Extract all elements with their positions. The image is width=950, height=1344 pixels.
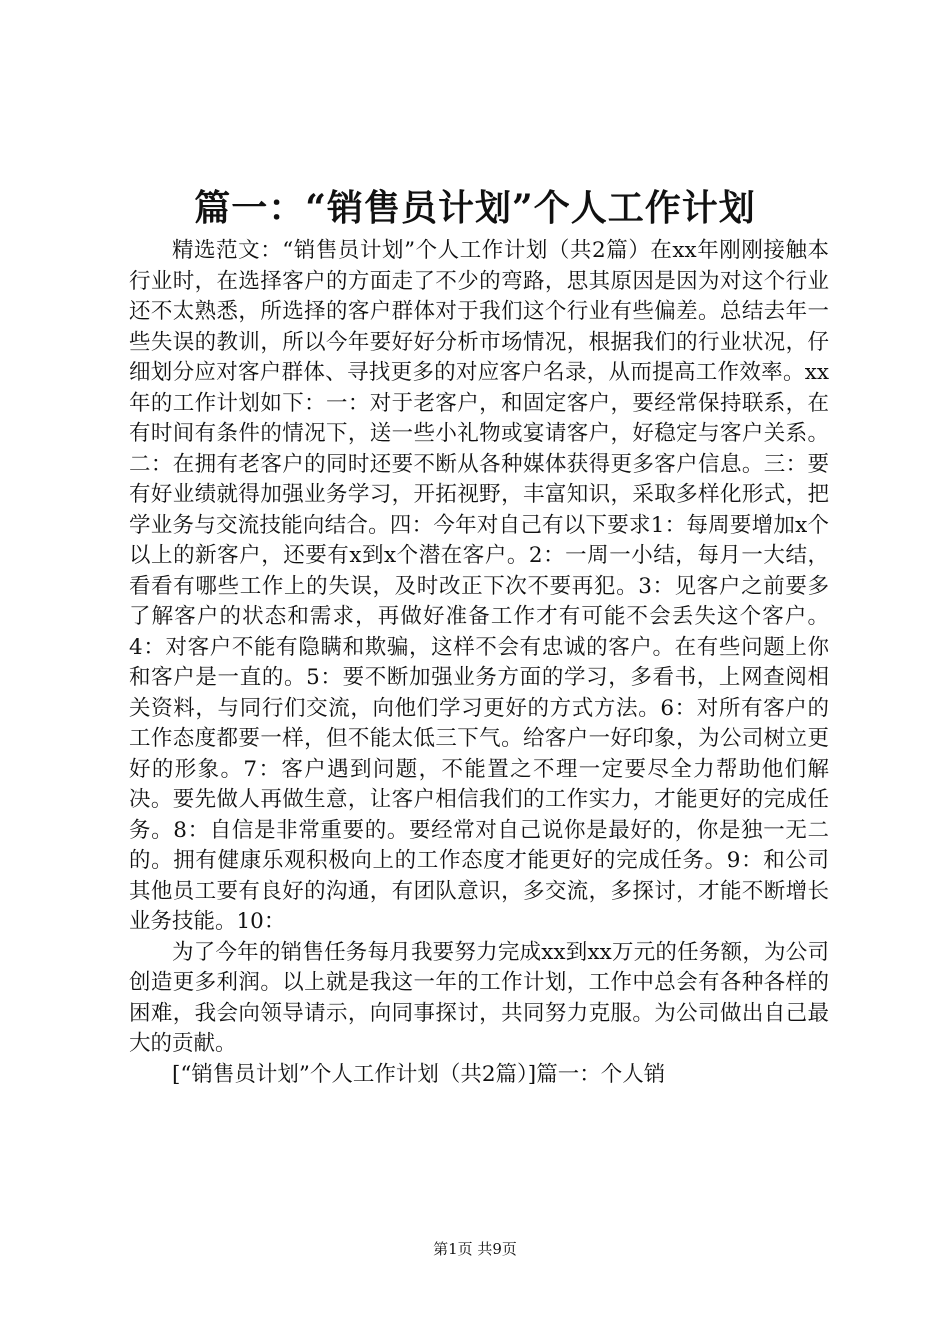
paragraph-next-section: [“销售员计划”个人工作计划（共2篇）]篇一：个人销 — [172, 1061, 666, 1087]
paragraph-target: 为了今年的销售任务每月我要努力完成xx到xx万元的任务额，为公司创造更多利润。以上就是我这一年的工作计划，工作中总会有各种各样的困难，我会向领导请示，向同事探讨，共同努力克服。为公司做出自己最大的贡献。 — [129, 939, 829, 1056]
paragraph-intro: 精选范文：“销售员计划”个人工作计划（共2篇）在xx年刚刚接触本行业时，在选择客户的方面走了不少的弯路，思其原因是因为对这个行业还不太熟悉，所选择的客户群体对于我们这个行业有些偏差。总结去年一些失误的教训，所以今年要好好分析市场情况，根据我们的行业状况，仔细划分应对客户群体、寻找更多的对应客户名录，从而提高工作效率。xx年的工作计划如下：一：对于老客户，和固定客户，要经常保持联系，在有时间有条件的情况下，送一些小礼物或宴请客户，好稳定与客户关系。二：在拥有老客户的同时还要不断从各种媒体获得更多客户信息。三：要有好业绩就得加强业务学习，开拓视野，丰富知识，采取多样化形式，把学业务与交流技能向结合。四：今年对自己有以下要求1：每周要增加x个以上的新客户，还要有x到x个潜在客户。2：一周一小结，每月一大结，看看有哪些工作上的失误，及时改正下次不要再犯。3：见客户之前要多了解客户的状态和需求，再做好准备工作才有可能不会丢失这个客户。4：对客户不能有隐瞒和欺骗，这样不会有忠诚的客户。在有些问题上你和客户是一直的。5：要不断加强业务方面的学习，多看书，上网查阅相关资料，与同行们交流，向他们学习更好的方式方法。6：对所有客户的工作态度都要一样，但不能太低三下气。给客户一好印象，为公司树立更好的形象。7：客户遇到问题，不能置之不理一定要尽全力帮助他们解决。要先做人再做生意，让客户相信我们的工作实力，才能更好的完成任务。8：自信是非常重要的。要经常对自己说你是最好的，你是独一无二的。拥有健康乐观积极向上的工作态度才能更好的完成任务。9：和公司其他员工要有良好的沟通，有团队意识，多交流，多探讨，才能不断增长业务技能。10： — [129, 238, 829, 934]
document-body — [129, 236, 829, 1090]
page-footer: 第1页 共9页 — [433, 1240, 517, 1258]
document-title: 篇一：“销售员计划”个人工作计划 — [194, 187, 756, 229]
